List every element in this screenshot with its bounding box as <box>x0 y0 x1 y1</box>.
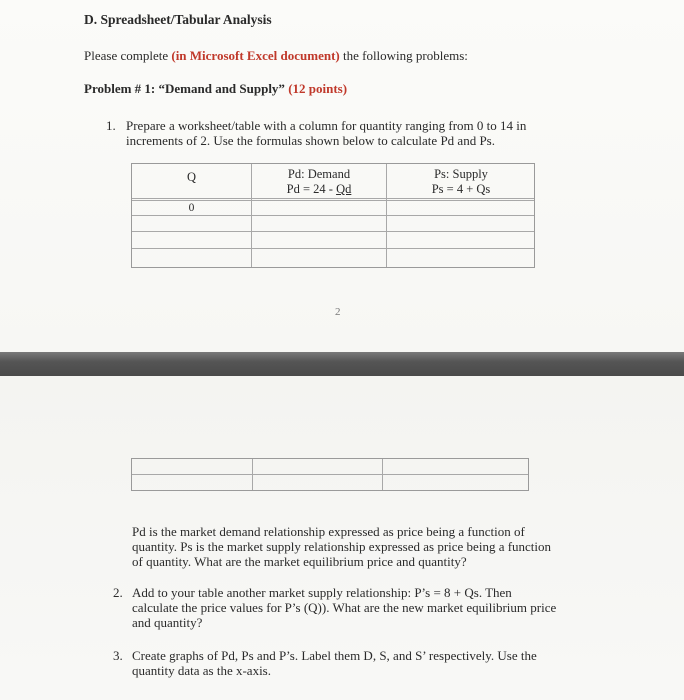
item-2-line1: Add to your table another market supply relationship: P’s = 8 + Qs. Then <box>132 585 512 600</box>
instructions-highlight: (in Microsoft Excel document) <box>171 48 340 63</box>
table-header-demand: Pd: Demand <box>287 167 351 181</box>
problem-label: Problem # 1: “Demand and Supply” <box>84 81 285 96</box>
item-3-line2: quantity data as the x-axis. <box>132 663 271 678</box>
table-header-supply-formula: Ps = 4 + Qs <box>431 182 491 196</box>
page-number: 2 <box>335 306 341 318</box>
table-header-q: Q <box>186 170 197 184</box>
table-header-demand-formula <box>252 182 386 197</box>
instructions-line <box>84 48 468 64</box>
item-3-line1: Create graphs of Pd, Ps and P’s. Label them D, S, and S’ respectively. Use the <box>132 648 537 663</box>
demand-formula-prefix: Pd = 24 - <box>286 182 337 196</box>
table-cell-q-0: 0 <box>188 202 195 214</box>
demand-supply-table <box>131 163 535 268</box>
item-3-number: 3. <box>113 648 123 663</box>
item-1-line2: increments of 2. Use the formulas shown below to calculate Pd and Ps. <box>126 133 495 148</box>
demand-formula-qd: Qd <box>336 182 352 196</box>
item-2-line3: and quantity? <box>132 615 203 630</box>
instructions-prefix: Please complete <box>84 48 172 63</box>
table-row-divider <box>132 231 534 232</box>
item-2-number: 2. <box>113 585 123 600</box>
page-divider-band <box>0 352 684 376</box>
problem-heading <box>84 81 347 97</box>
table-header-supply: Ps: Supply <box>434 167 488 181</box>
item-1-number: 1. <box>106 118 116 133</box>
problem-points: (12 points) <box>288 81 348 96</box>
table-row-divider <box>132 248 534 249</box>
explanation-line2: quantity. Ps is the market supply relationship expressed as price being a function <box>132 539 552 554</box>
item-2-line2: calculate the price values for P’s (Q)). What are the new market equilibrium price <box>132 600 557 615</box>
explanation-line3: of quantity. What are the market equilibrium price and quantity? <box>132 554 467 569</box>
item-1-line1: Prepare a worksheet/table with a column for quantity ranging from 0 to 14 in <box>126 118 527 133</box>
explanation-line1: Pd is the market demand relationship expressed as price being a function of <box>132 524 525 539</box>
section-title: D. Spreadsheet/Tabular Analysis <box>84 12 272 27</box>
continued-table <box>131 458 529 491</box>
table-row-divider <box>132 474 528 475</box>
instructions-suffix: the following problems: <box>339 48 468 63</box>
